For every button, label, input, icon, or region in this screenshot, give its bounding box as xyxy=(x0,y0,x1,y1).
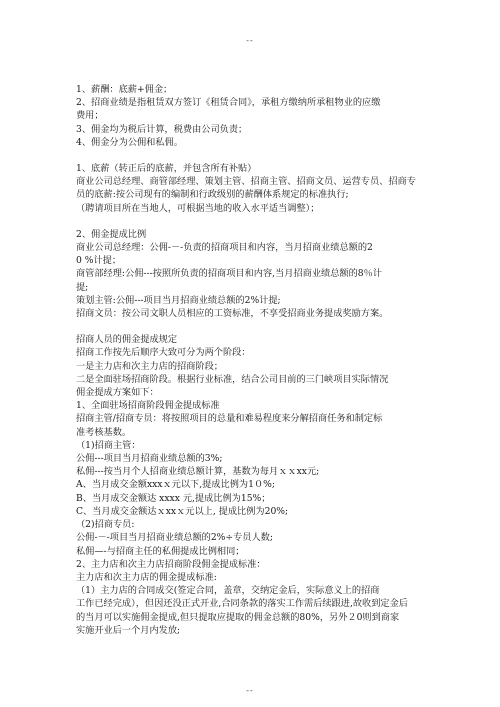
document-body xyxy=(76,83,441,637)
text-line: 4、佣金分为公佣和私佣。 xyxy=(76,136,183,148)
text-line: 的当月可以实施佣金提成,但只提取应提取的佣金总额的80%，另外２0则到商家 xyxy=(76,611,400,623)
text-line: 商业公司总经理：公佣-－-负责的招商项目和内容，当月招商业绩总额的2 xyxy=(76,242,373,254)
text-line: （1)招商主管： xyxy=(76,439,141,451)
text-line: 1、全面驻场招商阶段佣金提成标准 xyxy=(76,400,220,412)
paragraph-gap xyxy=(76,149,441,162)
text-line: 2、主力店和次主力店招商阶段佣金提成标准： xyxy=(76,558,266,570)
paragraph-gap xyxy=(76,320,441,333)
text-line: 私佣---按当月个人招商业绩总额计算，基数为每月ｘｘxx元; xyxy=(76,466,320,478)
text-line: 1、底薪（转正后的底薪，并包含所有补贴） xyxy=(76,163,257,175)
text-line: （聘请项目所在当地人，可根据当地的收入水平适当调整）； xyxy=(76,202,320,214)
page-footer-mark: -- xyxy=(246,686,254,695)
text-line: 策划主管:公佣---项目当月招商业绩总额的2%计提; xyxy=(76,294,281,306)
page-header-mark: -- xyxy=(246,36,254,45)
text-line: 公佣---项目当月招商业绩总额的3%; xyxy=(76,453,223,465)
text-line: 私佣—-与招商主任的私佣提成比例相同； xyxy=(76,545,245,557)
text-line: 商业公司总经理、商管部经理、策划主管、招商主管、招商文员、运营专员、招商专 xyxy=(76,176,416,188)
text-line: 工作已经完成），但因还没正式开业,合同条款的落实工作需后续跟进,故收到定金后 xyxy=(76,598,408,610)
text-line: 实施开业后一个月内发放; xyxy=(76,624,181,636)
text-line: 准考核基数。 xyxy=(76,426,132,438)
text-line: （1）主力店的合同成交(签定合同，盖章，交纳定金后，实际意义上的招商 xyxy=(76,585,380,597)
text-line: 招商人员的佣金提成规定 xyxy=(76,334,178,346)
text-line: （2)招商专员: xyxy=(76,519,135,531)
text-line: 员的底薪:按公司现有的编制和行政级别的薪酬体系规定的标准执行; xyxy=(76,189,349,201)
text-line: 提; xyxy=(76,281,89,293)
text-line: 1、薪酬：底薪+佣金； xyxy=(76,84,173,95)
text-line: 0 %计提； xyxy=(76,255,122,267)
paragraph-gap xyxy=(76,215,441,228)
text-line: 2、佣金提成比例 xyxy=(76,228,147,240)
text-line: 费用； xyxy=(76,110,104,122)
text-line: 2、招商业绩是指租赁双方签订《租赁合同》，承租方缴纳所承租物业的应缴 xyxy=(76,97,381,109)
text-line: 一是主力店和次主力店的招商阶段； xyxy=(76,360,223,372)
text-line: 3、佣金均为税后计算，税费由公司负责； xyxy=(76,123,248,135)
text-line: 招商文员：按公司文职人员相应的工资标准，不享受招商业务提成奖励方案。 xyxy=(76,308,389,320)
text-line: 商管部经理:公佣---按照所负责的招商项目和内容,当月招商业绩总额的8％计 xyxy=(76,268,382,280)
text-line: C、当月成交金额达ｘxxｘ元以上, 提成比例为20%; xyxy=(76,505,289,517)
text-line: 主力店和次主力店的佣金提成标准: xyxy=(76,571,217,583)
text-line: 佣金提成方案如下： xyxy=(76,387,159,399)
text-line: 招商主管/招商专员：将按照项目的总量和难易程度来分解招商任务和制定标 xyxy=(76,413,383,425)
text-line: 招商工作按先后顺序大致可分为两个阶段： xyxy=(76,347,251,359)
text-line: A、当月成交金额xxxｘ元以下,提成比例为1０%; xyxy=(76,479,275,491)
text-line: 二是全面驻场招商阶段。根据行业标准，结合公司目前的三门峡项目实际情况 xyxy=(76,373,389,385)
text-line: B、当月成交金额达 xxxx 元,提成比例为15%； xyxy=(76,492,271,504)
text-line: 公佣-－-项目当月招商业绩总额的2%÷专员人数; xyxy=(76,532,273,544)
